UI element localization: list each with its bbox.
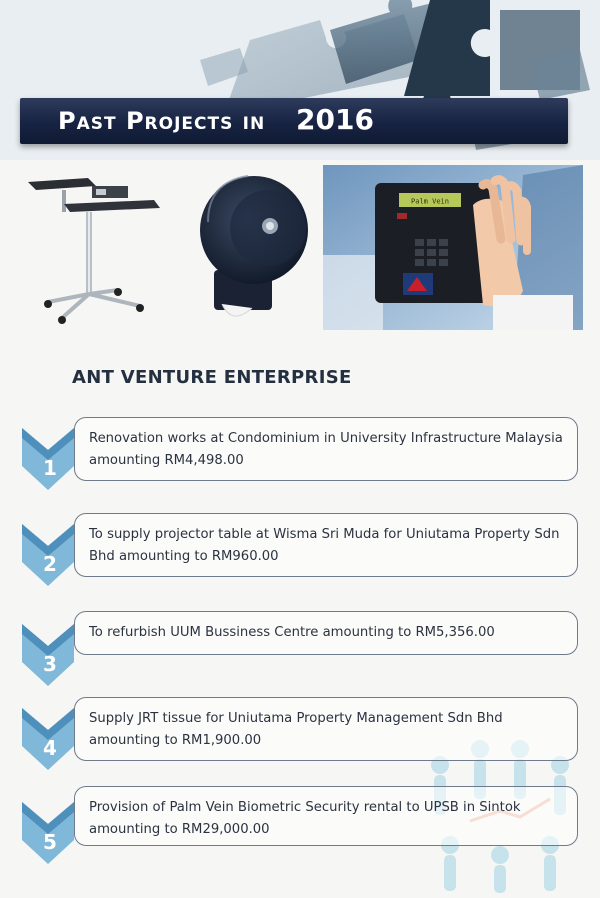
project-item-2 xyxy=(74,513,578,577)
project-description: Supply JRT tissue for Uniutama Property Management Sdn Bhd amounting to RM1,900.00 xyxy=(89,711,503,748)
project-item-5 xyxy=(74,786,578,846)
projector-table-image xyxy=(22,172,162,328)
page-title-year: 2016 xyxy=(296,103,374,136)
project-description: To refurbish UUM Bussiness Centre amounting to RM5,356.00 xyxy=(89,625,495,640)
project-description: Renovation works at Condominium in University Infrastructure Malaysia amounting RM4,498.00 xyxy=(89,431,563,468)
palm-vein-scanner-image xyxy=(323,165,583,330)
header-banner xyxy=(0,0,600,160)
project-marker-2 xyxy=(22,524,78,588)
project-marker-4 xyxy=(22,708,78,772)
project-marker-3 xyxy=(22,624,78,688)
company-name: ANT VENTURE ENTERPRISE xyxy=(72,367,352,388)
page-title: Past Projects in xyxy=(58,107,266,135)
project-number: 3 xyxy=(43,652,57,676)
project-item-4 xyxy=(74,697,578,761)
project-description: Provision of Palm Vein Biometric Security rental to UPSB in Sintok amounting to RM29,000.00 xyxy=(89,800,521,837)
project-number: 2 xyxy=(43,552,57,576)
project-item-3 xyxy=(74,611,578,655)
scanner-screen-text: Palm Vein xyxy=(411,197,449,206)
project-number: 5 xyxy=(43,830,57,854)
project-number: 4 xyxy=(43,736,57,760)
project-number: 1 xyxy=(43,456,57,480)
project-marker-5 xyxy=(22,802,78,866)
project-description: To supply projector table at Wisma Sri Muda for Uniutama Property Sdn Bhd amounting to RM960.00 xyxy=(89,527,560,564)
tissue-dispenser-image xyxy=(178,172,314,328)
project-item-1 xyxy=(74,417,578,481)
title-band xyxy=(20,98,568,144)
project-marker-1 xyxy=(22,428,78,492)
